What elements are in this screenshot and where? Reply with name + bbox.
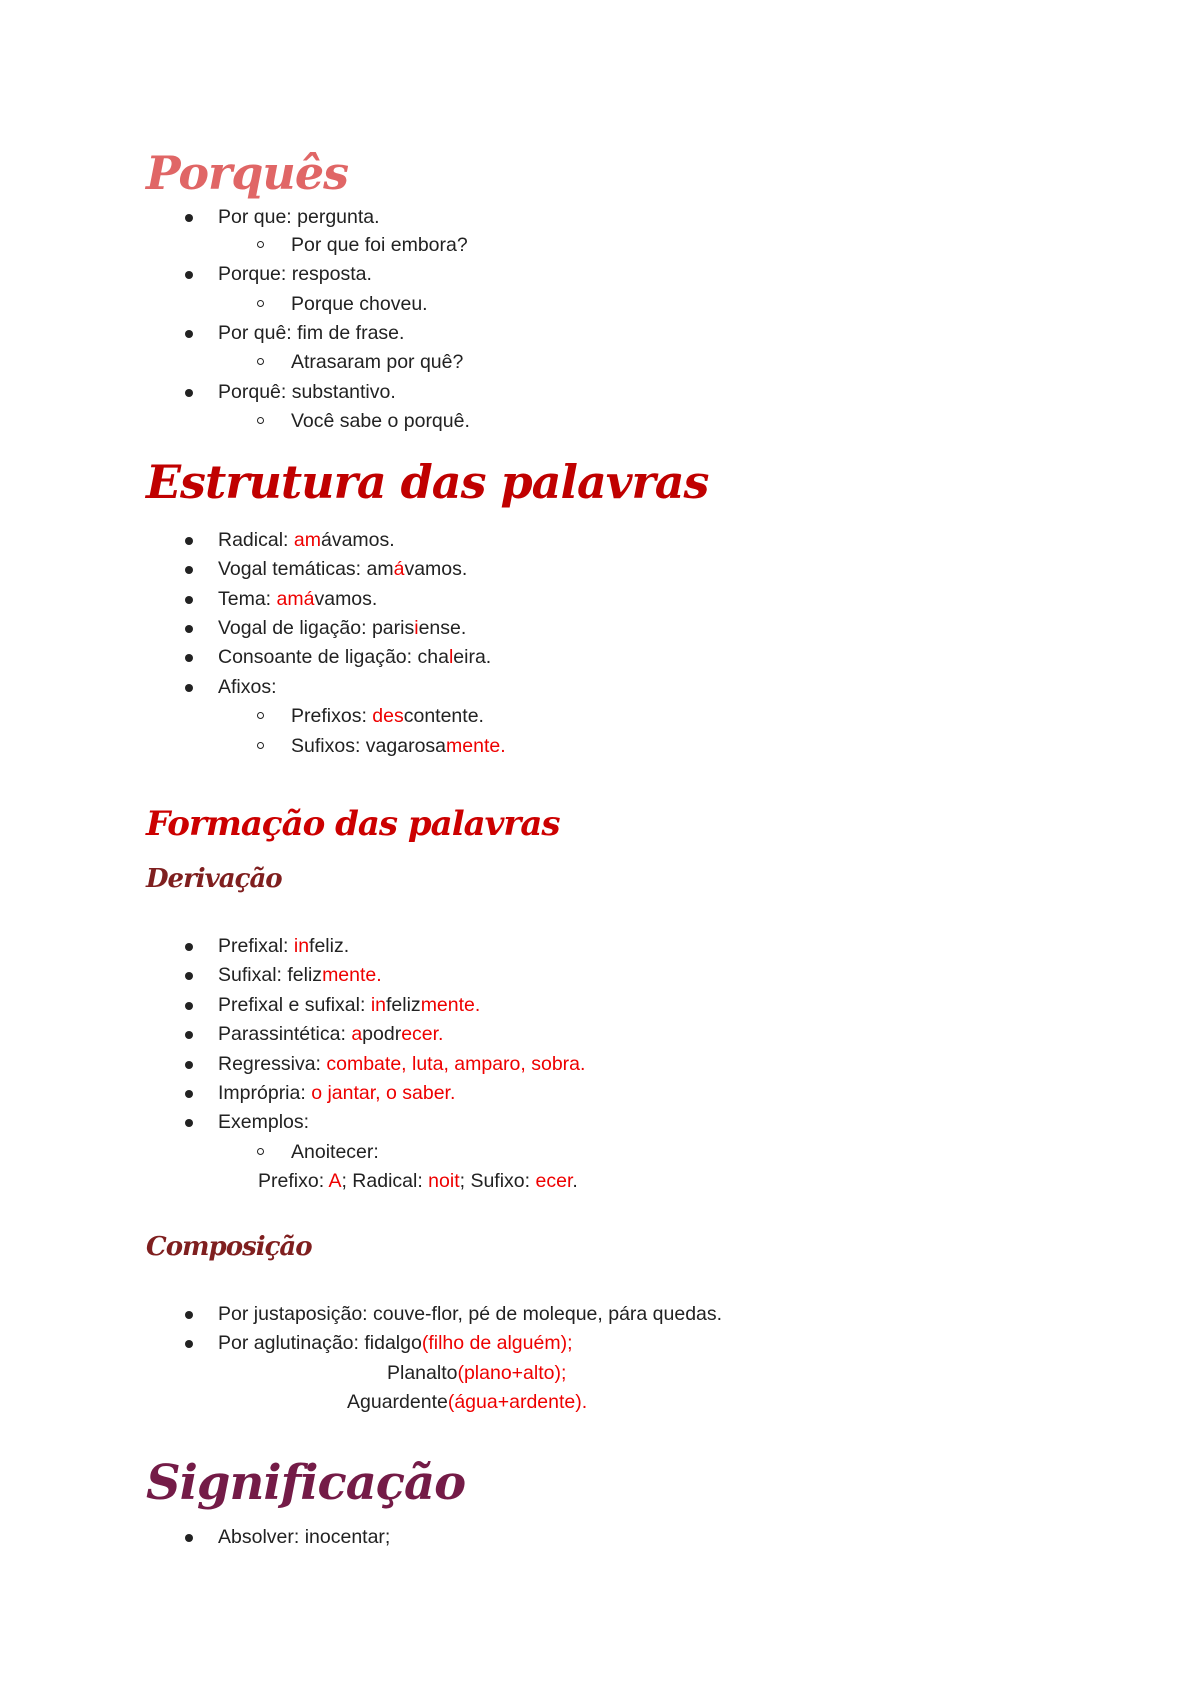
list-item — [218, 528, 395, 552]
heading-porques: Porquês — [146, 146, 349, 200]
highlight-text: (água+ardente). — [447, 1391, 588, 1413]
item-label: Imprópria: — [218, 1082, 312, 1104]
highlight-text: (filho de alguém); — [421, 1332, 573, 1354]
item-label: Consoante de ligação: — [218, 646, 418, 668]
item-text: Aguardente — [347, 1391, 448, 1413]
list-item: Absolver: inocentar; — [218, 1526, 391, 1548]
list-item — [218, 1331, 573, 1355]
highlight-text: ecer. — [401, 1023, 444, 1045]
highlight-text: l — [448, 646, 454, 668]
item-text: feliz. — [309, 935, 350, 957]
item-text: contente. — [403, 705, 484, 727]
list-item: Afixos: — [218, 676, 277, 698]
continuation-line — [347, 1390, 587, 1414]
list-item: Por justaposição: couve-flor, pé de moleque, pára quedas. — [218, 1303, 723, 1325]
list-item: Porque: resposta. — [218, 263, 372, 285]
item-label: Radical: — [218, 529, 294, 551]
item-label: Prefixos: — [291, 705, 373, 727]
list-subitem: Anoitecer: — [291, 1141, 379, 1163]
subheading-derivacao: Derivação — [146, 864, 282, 894]
list-item — [218, 587, 377, 611]
highlight-text: des — [372, 705, 404, 727]
highlight-text: á — [393, 558, 405, 580]
item-text: feliz — [287, 964, 323, 986]
list-item — [218, 1052, 585, 1076]
item-text: . — [572, 1170, 578, 1192]
highlight-text: in — [370, 994, 386, 1016]
item-label: Sufixal: — [218, 964, 288, 986]
highlight-text: am — [293, 529, 321, 551]
list-subitem: Porque choveu. — [291, 293, 428, 315]
item-label: Parassintética: — [218, 1023, 352, 1045]
item-text: Planalto — [387, 1362, 458, 1384]
list-subitem — [291, 704, 484, 728]
item-label: Vogal de ligação: — [218, 617, 372, 639]
item-text: ávamos. — [320, 529, 395, 551]
item-label: Tema: — [218, 588, 277, 610]
item-text: fidalgo — [364, 1332, 422, 1354]
item-label: Vogal temáticas: — [218, 558, 367, 580]
list-subitem: Atrasaram por quê? — [291, 351, 464, 373]
item-text: ; Radical: — [341, 1170, 429, 1192]
item-text: cha — [417, 646, 449, 668]
highlight-text: a — [351, 1023, 363, 1045]
item-text: paris — [371, 617, 415, 639]
highlight-text: i — [414, 617, 419, 639]
heading-formacao: Formação das palavras — [146, 804, 560, 844]
subheading-composicao: Composição — [146, 1232, 312, 1262]
list-item: Porquê: substantivo. — [218, 381, 396, 403]
list-item: Por quê: fim de frase. — [218, 322, 405, 344]
heading-estrutura: Estrutura das palavras — [146, 455, 709, 509]
highlight-text: mente. — [446, 735, 506, 757]
item-label: Por aglutinação: — [218, 1332, 365, 1354]
highlight-text: ecer — [535, 1170, 573, 1192]
highlight-text: combate, luta, amparo, sobra. — [326, 1053, 586, 1075]
highlight-text: amá — [276, 588, 315, 610]
list-item — [218, 993, 480, 1017]
item-text: ense. — [418, 617, 467, 639]
item-label: Prefixal e sufixal: — [218, 994, 371, 1016]
list-item — [218, 934, 349, 958]
highlight-text: A — [328, 1170, 342, 1192]
highlight-text: mente. — [322, 964, 382, 986]
item-label: Prefixal: — [218, 935, 294, 957]
highlight-text: o jantar, o saber. — [311, 1082, 456, 1104]
highlight-text: noit — [428, 1170, 460, 1192]
example-breakdown — [258, 1169, 578, 1193]
item-text: ; Sufixo: — [459, 1170, 536, 1192]
item-text: Prefixo: — [258, 1170, 329, 1192]
list-subitem: Você sabe o porquê. — [291, 410, 470, 432]
list-item — [218, 645, 491, 669]
item-text: eira. — [453, 646, 492, 668]
list-item — [218, 963, 382, 987]
list-item: Por que: pergunta. — [218, 206, 380, 228]
item-text: am — [366, 558, 394, 580]
heading-significacao: Significação — [146, 1455, 466, 1511]
list-item — [218, 1081, 455, 1105]
highlight-text: (plano+alto); — [457, 1362, 567, 1384]
item-text: vagarosa — [365, 735, 447, 757]
item-text: podr — [362, 1023, 402, 1045]
list-subitem — [291, 734, 506, 758]
list-item — [218, 1022, 443, 1046]
list-item — [218, 557, 467, 581]
list-subitem: Por que foi embora? — [291, 234, 468, 256]
item-text: vamos. — [404, 558, 468, 580]
highlight-text: in — [293, 935, 310, 957]
item-label: Sufixos: — [291, 735, 366, 757]
list-item: Exemplos: — [218, 1111, 310, 1133]
item-text: vamos. — [314, 588, 378, 610]
highlight-text: mente. — [420, 994, 481, 1016]
item-label: Regressiva: — [218, 1053, 327, 1075]
list-item — [218, 616, 466, 640]
continuation-line — [387, 1361, 566, 1385]
item-text: feliz — [386, 994, 421, 1016]
